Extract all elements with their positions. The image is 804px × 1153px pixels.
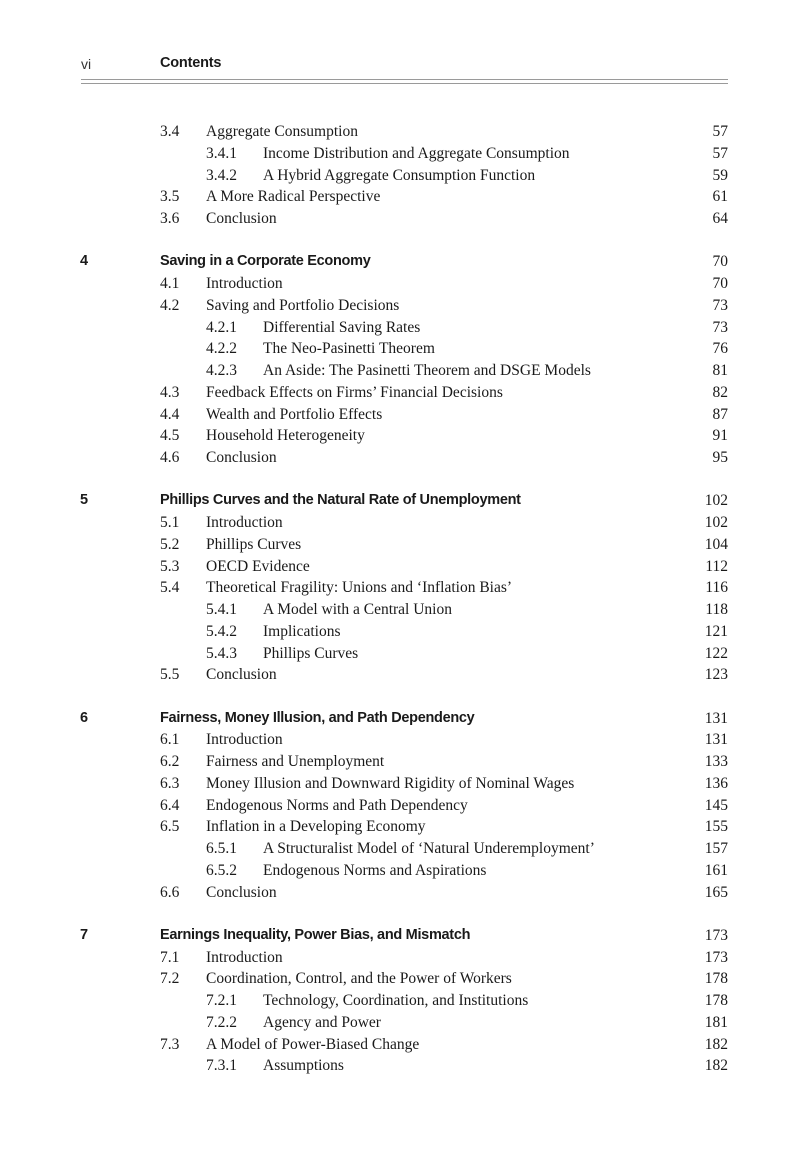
subsection-entry <box>0 1014 804 1036</box>
entry-page: 145 <box>704 796 728 814</box>
entry-number: 7.3.1 <box>206 1057 237 1075</box>
entry-page: 70 <box>712 253 728 271</box>
entry-title: Fairness, Money Illusion, and Path Dependency <box>160 709 475 726</box>
entry-title: Conclusion <box>206 666 277 684</box>
entry-number: 7.2 <box>160 970 180 988</box>
section-entry <box>0 579 804 601</box>
entry-number: 3.4.1 <box>206 144 237 162</box>
entry-title: A Hybrid Aggregate Consumption Function <box>263 166 536 184</box>
entry-page: 104 <box>704 535 728 553</box>
entry-number: 4.6 <box>160 449 180 466</box>
entry-title: Phillips Curves <box>263 644 359 662</box>
entry-title: Implications <box>263 622 341 640</box>
section-entry <box>0 797 804 819</box>
entry-page: 161 <box>704 861 728 879</box>
entry-title: Endogenous Norms and Aspirations <box>263 861 487 879</box>
entry-number: 5.4.2 <box>206 622 237 640</box>
entry-page: 112 <box>705 557 728 575</box>
entry-title: Conclusion <box>206 449 277 466</box>
entry-page: 182 <box>704 1035 728 1053</box>
entry-number: 7.3 <box>160 1035 180 1053</box>
entry-number: 5.4.3 <box>206 644 237 662</box>
entry-page: 181 <box>704 1013 728 1031</box>
entry-title: OECD Evidence <box>206 557 310 575</box>
entry-title: An Aside: The Pasinetti Theorem and DSGE Models <box>263 362 591 379</box>
entry-title: Wealth and Portfolio Effects <box>206 405 383 423</box>
section-entry <box>0 123 804 145</box>
subsection-entry <box>0 319 804 341</box>
entry-page: 136 <box>704 774 728 792</box>
section-entry <box>0 514 804 536</box>
entry-page: 121 <box>704 622 728 640</box>
entry-number: 4.5 <box>160 427 180 445</box>
subsection-entry <box>0 362 804 384</box>
entry-number: 4.3 <box>160 383 180 401</box>
entry-page: 102 <box>704 492 728 510</box>
entry-number: 4.2.1 <box>206 318 237 336</box>
entry-title: Phillips Curves <box>206 535 302 553</box>
page-header <box>0 0 804 84</box>
section-entry <box>0 188 804 210</box>
entry-page: 91 <box>712 427 728 445</box>
entry-page: 116 <box>705 579 728 597</box>
entry-title: A Structuralist Model of ‘Natural Underemployment’ <box>263 840 595 857</box>
entry-number: 5.4.1 <box>206 601 237 618</box>
entry-page: 173 <box>704 948 728 966</box>
entry-number: 5.4 <box>160 579 180 597</box>
entry-title: Inflation in a Developing Economy <box>206 818 426 836</box>
entry-page: 182 <box>704 1057 728 1075</box>
section-entry <box>0 275 804 297</box>
entry-page: 123 <box>704 666 728 684</box>
entry-number: 7.2.1 <box>206 992 237 1009</box>
entry-page: 82 <box>712 383 728 401</box>
entry-page: 70 <box>712 275 728 292</box>
entry-title: Income Distribution and Aggregate Consumption <box>263 144 570 162</box>
entry-page: 59 <box>712 166 728 184</box>
entry-number: 4.2 <box>160 296 180 314</box>
subsection-entry <box>0 862 804 884</box>
entry-title: Introduction <box>206 514 283 531</box>
entry-title: Saving and Portfolio Decisions <box>206 296 400 314</box>
entry-number: 5 <box>80 492 89 509</box>
entry-title: A Model with a Central Union <box>263 601 452 618</box>
entry-page: 57 <box>712 123 728 140</box>
chapter-entry <box>0 492 804 514</box>
entry-number: 4 <box>80 253 89 270</box>
entry-page: 122 <box>704 644 728 662</box>
subsection-entry <box>0 340 804 362</box>
entry-number: 4.4 <box>160 405 180 423</box>
entry-page: 178 <box>704 992 728 1009</box>
entry-title: A More Radical Perspective <box>206 188 381 206</box>
entry-page: 61 <box>712 188 728 206</box>
subsection-entry <box>0 840 804 862</box>
entry-title: The Neo-Pasinetti Theorem <box>263 340 435 358</box>
entry-page: 157 <box>704 840 728 857</box>
entry-page: 87 <box>712 405 728 423</box>
subsection-entry <box>0 623 804 645</box>
section-entry <box>0 949 804 971</box>
entry-page: 81 <box>712 362 728 379</box>
entry-title: Earnings Inequality, Power Bias, and Mismatch <box>160 926 471 943</box>
entry-number: 6 <box>80 709 89 726</box>
entry-title: Feedback Effects on Firms’ Financial Decisions <box>206 383 503 401</box>
entry-title: Introduction <box>206 731 283 749</box>
entry-page: 102 <box>704 514 728 531</box>
entry-title: Conclusion <box>206 883 277 901</box>
section-entry <box>0 970 804 992</box>
entry-page: 64 <box>712 210 728 227</box>
section-entry <box>0 884 804 906</box>
entry-title: Conclusion <box>206 210 277 227</box>
entry-title: Saving in a Corporate Economy <box>160 253 371 270</box>
subsection-entry <box>0 601 804 623</box>
entry-page: 76 <box>712 340 728 358</box>
entry-number: 6.5.1 <box>206 840 237 857</box>
entry-page: 165 <box>704 883 728 901</box>
entry-page: 133 <box>704 753 728 770</box>
entry-title: Phillips Curves and the Natural Rate of Unemployment <box>160 492 521 509</box>
entry-number: 6.1 <box>160 731 180 749</box>
section-entry <box>0 558 804 580</box>
entry-title: Aggregate Consumption <box>206 123 358 140</box>
entry-title: Introduction <box>206 948 283 966</box>
entry-number: 4.2.2 <box>206 340 237 358</box>
entry-page: 131 <box>704 731 728 749</box>
entry-number: 5.3 <box>160 557 180 575</box>
entry-title: Coordination, Control, and the Power of Workers <box>206 970 512 988</box>
entry-title: Household Heterogeneity <box>206 427 365 445</box>
chapter-entry <box>0 253 804 275</box>
subsection-entry <box>0 645 804 667</box>
chapter-entry <box>0 927 804 949</box>
entry-number: 6.5 <box>160 818 180 836</box>
entry-page: 178 <box>704 970 728 988</box>
section-entry <box>0 427 804 449</box>
section-entry <box>0 818 804 840</box>
entry-title: Technology, Coordination, and Institutions <box>263 992 529 1009</box>
entry-page: 95 <box>712 449 728 466</box>
entry-number: 7.1 <box>160 948 180 966</box>
section-entry <box>0 536 804 558</box>
entry-title: Differential Saving Rates <box>263 318 421 336</box>
entry-page: 73 <box>712 318 728 336</box>
section-entry <box>0 1036 804 1058</box>
entry-number: 5.2 <box>160 535 180 553</box>
section-entry <box>0 384 804 406</box>
entry-number: 3.4 <box>160 123 180 140</box>
running-head: Contents <box>160 55 222 71</box>
entry-title: Fairness and Unemployment <box>206 753 385 770</box>
entry-number: 5.1 <box>160 514 180 531</box>
entry-title: A Model of Power-Biased Change <box>206 1035 420 1053</box>
subsection-entry <box>0 145 804 167</box>
header-rule-bottom <box>81 83 728 84</box>
entry-title: Assumptions <box>263 1057 344 1075</box>
entry-number: 6.2 <box>160 753 180 770</box>
entry-page: 173 <box>704 926 728 944</box>
entry-page: 155 <box>704 818 728 836</box>
entry-number: 3.4.2 <box>206 166 237 184</box>
entry-title: Agency and Power <box>263 1013 381 1031</box>
entry-title: Endogenous Norms and Path Dependency <box>206 796 468 814</box>
subsection-entry <box>0 992 804 1014</box>
section-entry <box>0 731 804 753</box>
entry-title: Money Illusion and Downward Rigidity of Nominal Wages <box>206 774 575 792</box>
entry-number: 4.2.3 <box>206 362 237 379</box>
entry-number: 7.2.2 <box>206 1013 237 1031</box>
entry-title: Theoretical Fragility: Unions and ‘Inflation Bias’ <box>206 579 513 597</box>
entry-number: 3.6 <box>160 210 180 227</box>
entry-number: 3.5 <box>160 188 180 206</box>
section-entry <box>0 406 804 428</box>
entry-page: 73 <box>712 296 728 314</box>
section-entry <box>0 753 804 775</box>
entry-page: 118 <box>705 601 728 618</box>
entry-number: 6.5.2 <box>206 861 237 879</box>
entry-number: 6.3 <box>160 774 180 792</box>
section-entry <box>0 449 804 471</box>
entry-title: Introduction <box>206 275 283 292</box>
section-entry <box>0 297 804 319</box>
section-entry <box>0 666 804 688</box>
subsection-entry <box>0 167 804 189</box>
entry-number: 4.1 <box>160 275 180 292</box>
entry-number: 7 <box>80 926 89 943</box>
entry-number: 5.5 <box>160 666 180 684</box>
section-entry <box>0 210 804 232</box>
chapter-entry <box>0 710 804 732</box>
page-number: vi <box>81 56 92 72</box>
entry-page: 131 <box>704 709 728 727</box>
entry-page: 57 <box>712 144 728 162</box>
entry-number: 6.4 <box>160 796 180 814</box>
header-rule-top <box>81 79 728 80</box>
section-entry <box>0 775 804 797</box>
subsection-entry <box>0 1057 804 1079</box>
entry-number: 6.6 <box>160 883 180 901</box>
